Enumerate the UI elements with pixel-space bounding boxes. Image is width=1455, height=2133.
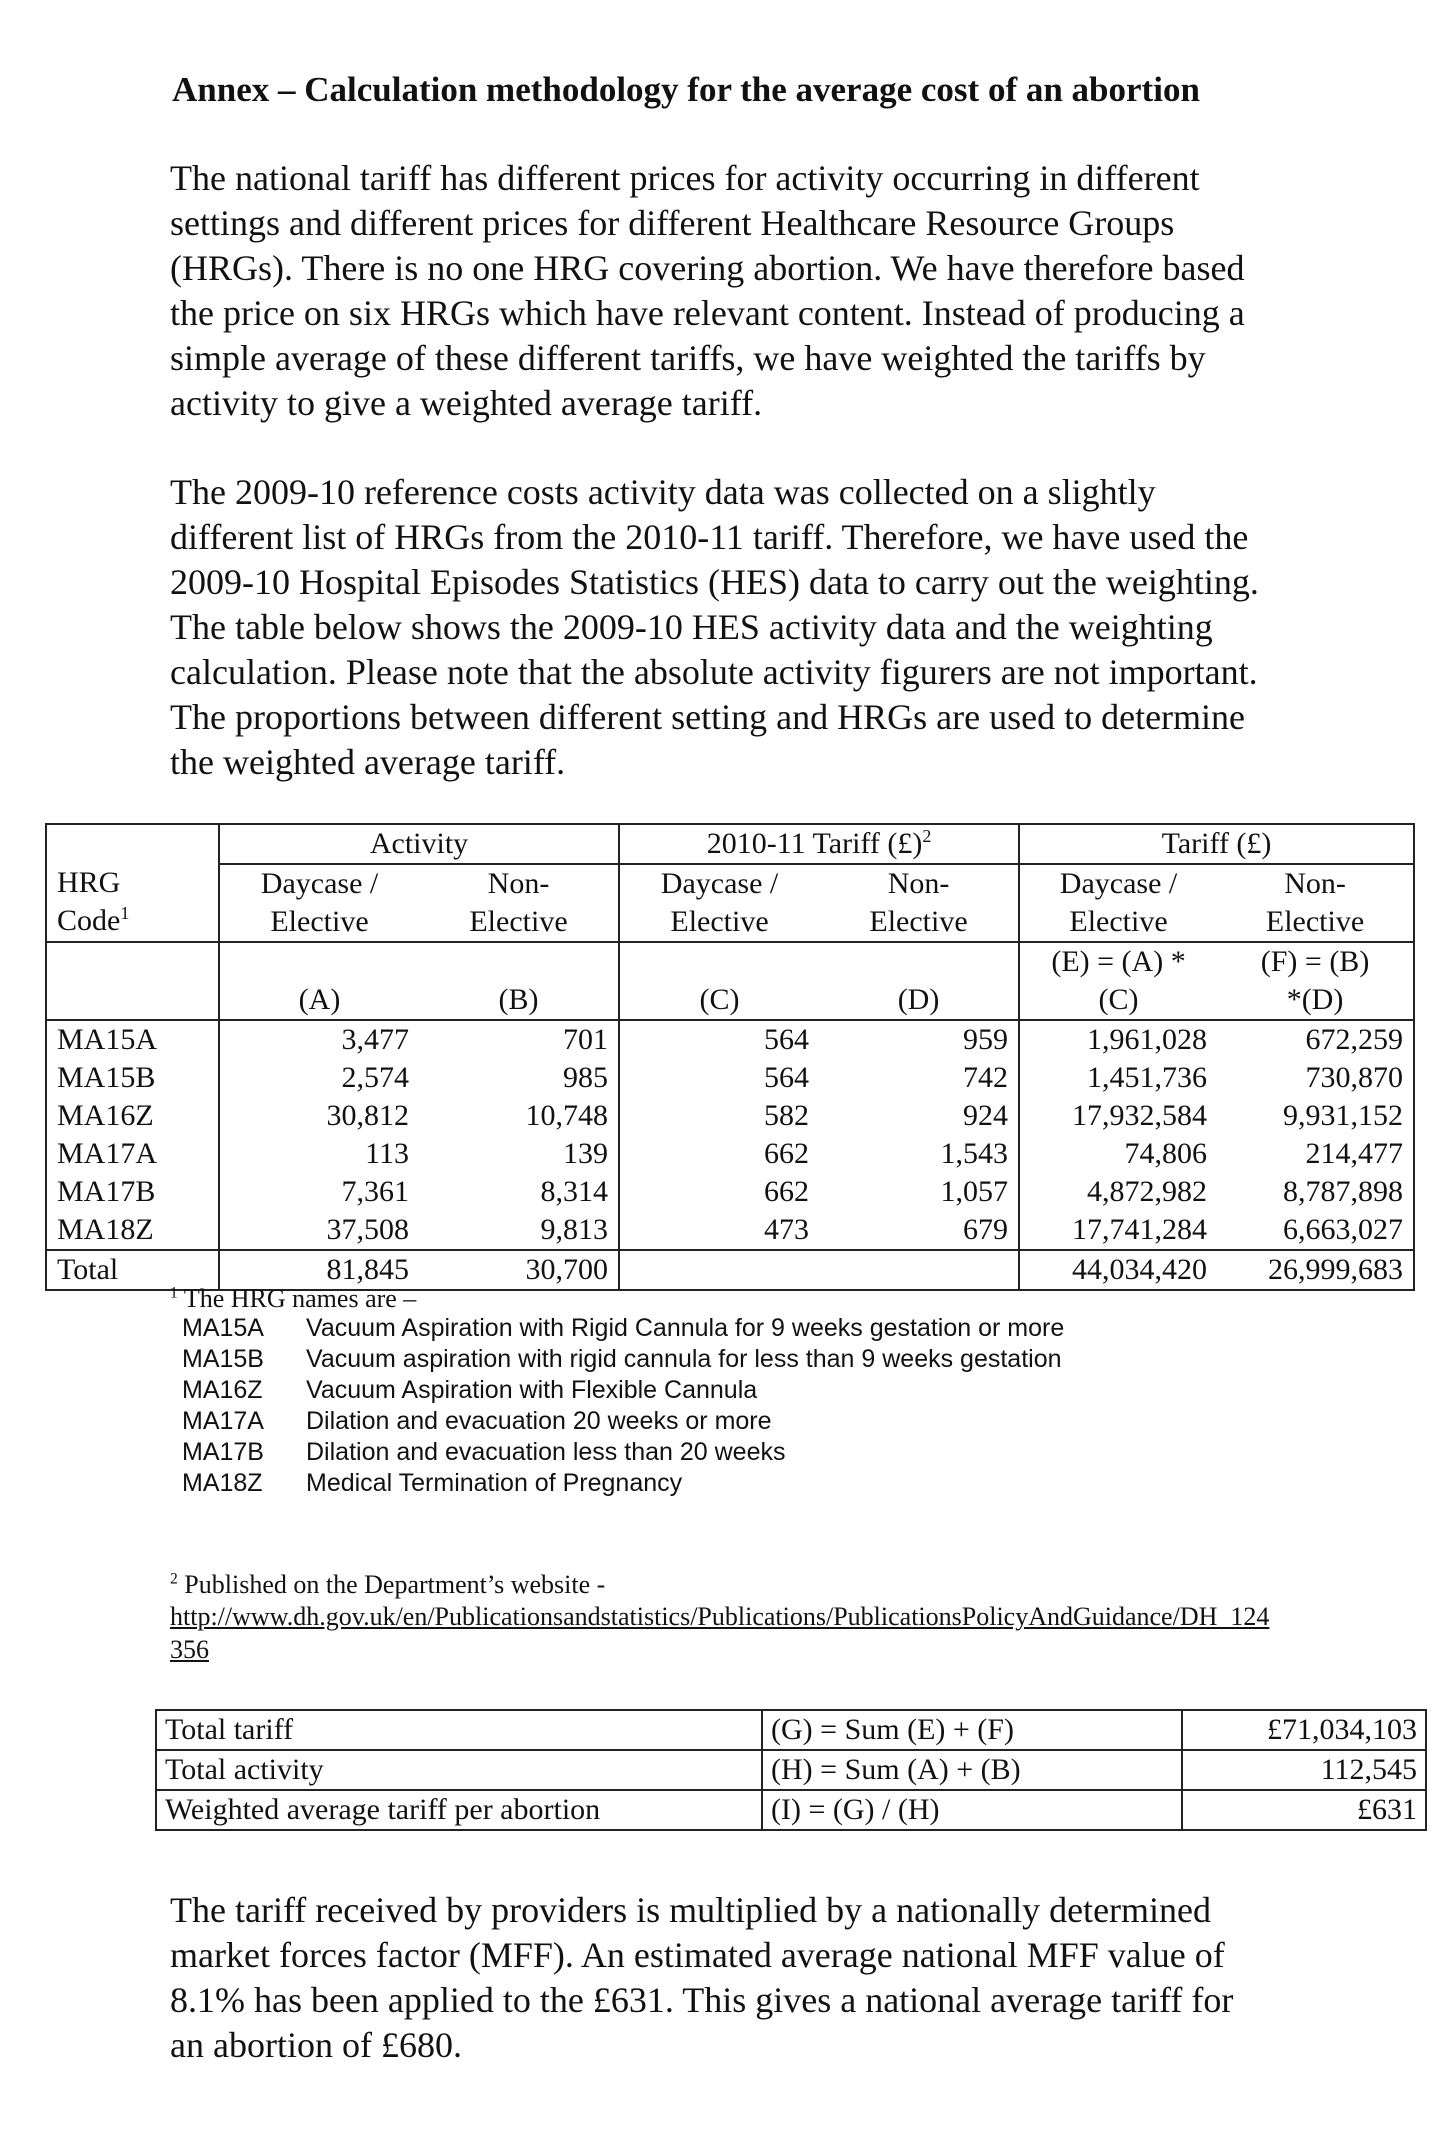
activity-tariff-table <box>45 823 1415 1291</box>
dh-website-link[interactable]: http://www.dh.gov.uk/en/Publicationsandstatistics/Publications/PublicationsPolicyAndGuidance/DH_124 356 <box>170 1602 1270 1664</box>
tariff-2010-group-header: 2010-11 Tariff (£)$^2$ <box>619 824 1019 864</box>
table-row: Total activity (H) = Sum (A) + (B) 112,545 <box>156 1750 1426 1790</box>
hrg-code-header: HRG Code$^1$ <box>46 864 219 942</box>
col-header-c: Daycase / Elective <box>619 864 819 942</box>
list-item: MA16Z Vacuum Aspiration with Flexible Cannula <box>182 1376 758 1404</box>
paragraph-line: activity to give a weighted average tariff. <box>170 383 763 423</box>
col-header-a: Daycase / Elective <box>219 864 419 942</box>
total-f: 26,999,683 <box>1217 1250 1414 1290</box>
col-header-b: Non- Elective <box>419 864 619 942</box>
paragraph-line: 8.1% has been applied to the £631. This gives a national average tariff for <box>170 1980 1234 2020</box>
paragraph-line: settings and different prices for different Healthcare Resource Groups <box>170 203 1175 243</box>
summary-table <box>155 1709 1427 1831</box>
col-letter-c: (C) <box>619 942 819 1020</box>
methodology-paragraph <box>170 470 1259 785</box>
paragraph-line: calculation. Please note that the absolute activity figurers are not important. <box>170 652 1258 692</box>
table-row: MA16Z 30,812 10,748 582 924 17,932,584 9,931,152 <box>46 1097 1414 1135</box>
table-row: MA18Z 37,508 9,813 473 679 17,741,284 6,663,027 <box>46 1211 1414 1250</box>
col-header-e: Daycase / Elective <box>1019 864 1217 942</box>
table-row: MA17B 7,361 8,314 662 1,057 4,872,982 8,787,898 <box>46 1173 1414 1211</box>
paragraph-line: The national tariff has different prices for activity occurring in different <box>170 158 1200 198</box>
mff-paragraph <box>170 1888 1233 2068</box>
table-group-header-row <box>46 824 1414 864</box>
activity-group-header: Activity <box>219 824 619 864</box>
total-a: 81,845 <box>219 1250 419 1290</box>
col-header-f: Non- Elective <box>1217 864 1414 942</box>
paragraph-line: The tariff received by providers is multiplied by a nationally determined <box>170 1890 1212 1930</box>
table-row: Total tariff (G) = Sum (E) + (F) £71,034,103 <box>156 1710 1426 1750</box>
annex-heading: Annex – Calculation methodology for the average cost of an abortion <box>172 70 1200 109</box>
table-row: Weighted average tariff per abortion (I) = (G) / (H) £631 <box>156 1790 1426 1830</box>
list-item: MA18Z Medical Termination of Pregnancy <box>182 1469 683 1497</box>
col-letter-f: (F) = (B) *(D) <box>1217 942 1414 1020</box>
paragraph-line: (HRGs). There is no one HRG covering abortion. We have therefore based <box>170 248 1245 288</box>
col-letter-b: (B) <box>419 942 619 1020</box>
footnote-1-heading: $^1$ The HRG names are – <box>170 1284 417 1313</box>
total-b: 30,700 <box>419 1250 619 1290</box>
col-header-d: Non- Elective <box>819 864 1019 942</box>
list-item: MA15B Vacuum aspiration with rigid cannula for less than 9 weeks gestation <box>182 1345 1062 1373</box>
footnote-2-heading: $^2$ Published on the Department’s website - <box>170 1570 606 1599</box>
list-item: MA17B Dilation and evacuation less than 20 weeks <box>182 1438 786 1466</box>
list-item: MA15A Vacuum Aspiration with Rigid Cannula for 9 weeks gestation or more <box>182 1314 1065 1342</box>
paragraph-line: different list of HRGs from the 2010-11 tariff. Therefore, we have used the <box>170 517 1249 557</box>
paragraph-line: the weighted average tariff. <box>170 742 566 782</box>
tariff-group-header: Tariff (£) <box>1019 824 1414 864</box>
table-row: MA17A 113 139 662 1,543 74,806 214,477 <box>46 1135 1414 1173</box>
paragraph-line: an abortion of £680. <box>170 2025 462 2065</box>
paragraph-line: The proportions between different setting and HRGs are used to determine <box>170 697 1246 737</box>
paragraph-line: simple average of these different tariffs, we have weighted the tariffs by <box>170 338 1206 378</box>
paragraph-line: the price on six HRGs which have relevant content. Instead of producing a <box>170 293 1245 333</box>
paragraph-line: market forces factor (MFF). An estimated average national MFF value of <box>170 1935 1225 1975</box>
paragraph-line: The 2009-10 reference costs activity data was collected on a slightly <box>170 472 1156 512</box>
intro-paragraph <box>170 156 1245 426</box>
col-letter-d: (D) <box>819 942 1019 1020</box>
col-letter-a: (A) <box>219 942 419 1020</box>
table-row: MA15A 3,477 701 564 959 1,961,028 672,259 <box>46 1020 1414 1059</box>
hrg-names-list <box>182 1313 1142 1499</box>
table-row: MA15B 2,574 985 564 742 1,451,736 730,870 <box>46 1059 1414 1097</box>
col-letter-e: (E) = (A) * (C) <box>1019 942 1217 1020</box>
total-e: 44,034,420 <box>1019 1250 1217 1290</box>
paragraph-line: The table below shows the 2009-10 HES activity data and the weighting <box>170 607 1213 647</box>
table-letter-row <box>46 942 1414 1020</box>
list-item: MA17A Dilation and evacuation 20 weeks or more <box>182 1407 772 1435</box>
total-label: Total <box>46 1250 219 1290</box>
paragraph-line: 2009-10 Hospital Episodes Statistics (HES) data to carry out the weighting. <box>170 562 1259 602</box>
table-subheader-row <box>46 864 1414 942</box>
